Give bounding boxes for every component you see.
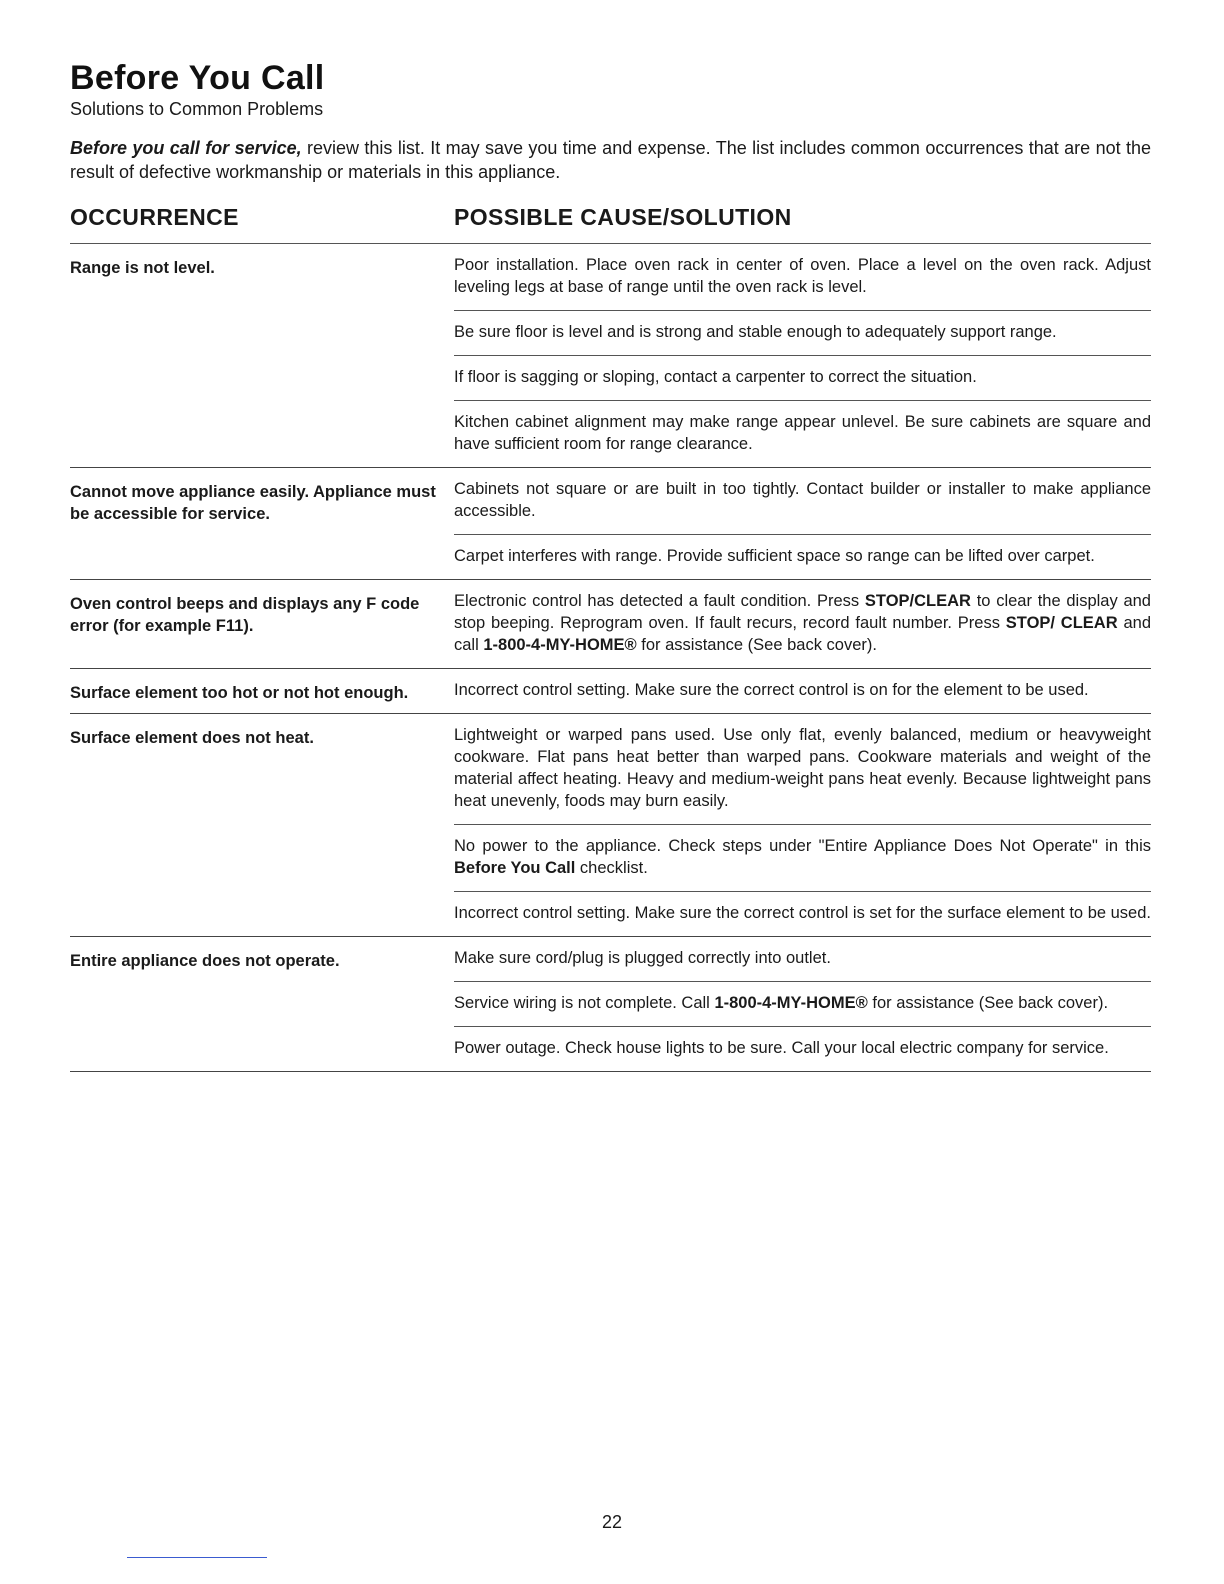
table-row [70, 714, 1151, 937]
intro-paragraph [70, 136, 1151, 184]
table-row [70, 468, 1151, 580]
solution-item [454, 669, 1151, 713]
solution-text: Poor installation. Place oven rack in center of oven. Place a level on the oven rack. Adjust leveling legs at base of range until the oven rack is level. [454, 256, 1151, 296]
solution-item [454, 400, 1151, 467]
page-number: 22 [601, 1512, 623, 1532]
solution-text: Lightweight or warped pans used. Use only flat, evenly balanced, medium or heavyweight cookware. Flat pans heat better than warped pans. Cookware materials and weight of the material affect heating. Heavy and medium-weight pans heat evenly. Because lightweight pans heat unevenly, foods may burn easily. [454, 726, 1151, 810]
solution-text: Kitchen cabinet alignment may make range appear unlevel. Be sure cabinets are square and have sufficient room for range clearance. [454, 413, 1151, 453]
solution-text: Cabinets not square or are built in too tightly. Contact builder or installer to make appliance accessible. [454, 480, 1151, 520]
page-content [70, 58, 1151, 1072]
solution-item [454, 355, 1151, 400]
solution-header: POSSIBLE CAUSE/SOLUTION [454, 204, 792, 230]
solutions-cell [454, 937, 1151, 1071]
solutions-cell [454, 714, 1151, 936]
table-row [70, 580, 1151, 669]
solution-emphasis: 1-800-4-MY-HOME® [714, 994, 868, 1012]
solution-emphasis: STOP/CLEAR [864, 592, 971, 610]
solution-text: No power to the appliance. Check steps under "Entire Appliance Does Not Operate" in this [454, 837, 1151, 855]
solutions-cell [454, 580, 1151, 668]
solution-text: Service wiring is not complete. Call [454, 994, 715, 1012]
solution-text: Make sure cord/plug is plugged correctly into outlet. [454, 949, 831, 967]
solution-item [454, 244, 1151, 310]
solution-item [454, 891, 1151, 936]
solution-emphasis: STOP/ CLEAR [1005, 614, 1118, 632]
solution-emphasis: Before You Call [454, 859, 576, 877]
solution-item [454, 580, 1151, 668]
solution-item [454, 937, 1151, 981]
solutions-cell [454, 669, 1151, 713]
occurrence-cell: Entire appliance does not operate. [70, 952, 340, 970]
table-row [70, 669, 1151, 714]
occurrence-cell: Surface element does not heat. [70, 729, 314, 747]
solution-item [454, 1026, 1151, 1071]
solution-text: for assistance (See back cover). [867, 994, 1109, 1012]
solution-text: Be sure floor is level and is strong and stable enough to adequately support range. [454, 323, 1057, 341]
table-header [70, 204, 1151, 244]
occurrence-cell: Range is not level. [70, 259, 215, 277]
solution-emphasis: 1-800-4-MY-HOME® [483, 636, 637, 654]
page-subtitle: Solutions to Common Problems [70, 99, 324, 119]
solution-text: Electronic control has detected a fault condition. Press [454, 592, 865, 610]
solution-text: Carpet interferes with range. Provide sufficient space so range can be lifted over carpet. [454, 547, 1095, 565]
solution-text: and call [454, 614, 1151, 654]
solution-text: Incorrect control setting. Make sure the correct control is on for the element to be used. [454, 681, 1089, 699]
troubleshooting-table [70, 244, 1151, 1072]
table-row [70, 937, 1151, 1072]
solution-item [454, 981, 1151, 1026]
solutions-cell [454, 468, 1151, 579]
solution-text: If floor is sagging or sloping, contact a carpenter to correct the situation. [454, 368, 977, 386]
page-title: Before You Call [70, 59, 325, 97]
solutions-cell [454, 244, 1151, 467]
solution-item [454, 310, 1151, 355]
intro-lead: Before you call for service, [70, 138, 302, 158]
occurrence-cell: Surface element too hot or not hot enough. [70, 684, 409, 702]
table-row [70, 244, 1151, 468]
solution-text: checklist. [575, 859, 648, 877]
solution-text: to clear the display and stop beeping. Reprogram oven. If fault recurs, record fault number. Press [454, 592, 1151, 632]
footer-divider [127, 1557, 267, 1558]
intro-text: review this list. It may save you time and expense. The list includes common occurrences that are not the result of defective workmanship or materials in this appliance. [70, 138, 1151, 182]
solution-text: Power outage. Check house lights to be sure. Call your local electric company for service. [454, 1039, 1109, 1057]
solution-item [454, 714, 1151, 824]
solution-item [454, 534, 1151, 579]
solution-item [454, 824, 1151, 891]
solution-text: Incorrect control setting. Make sure the correct control is set for the surface element to be used. [454, 904, 1151, 922]
occurrence-cell: Oven control beeps and displays any F code error (for example F11). [70, 595, 420, 635]
occurrence-header: OCCURRENCE [70, 204, 239, 230]
solution-item [454, 468, 1151, 534]
solution-text: for assistance (See back cover). [636, 636, 877, 654]
occurrence-cell: Cannot move appliance easily. Appliance must be accessible for service. [70, 483, 436, 523]
